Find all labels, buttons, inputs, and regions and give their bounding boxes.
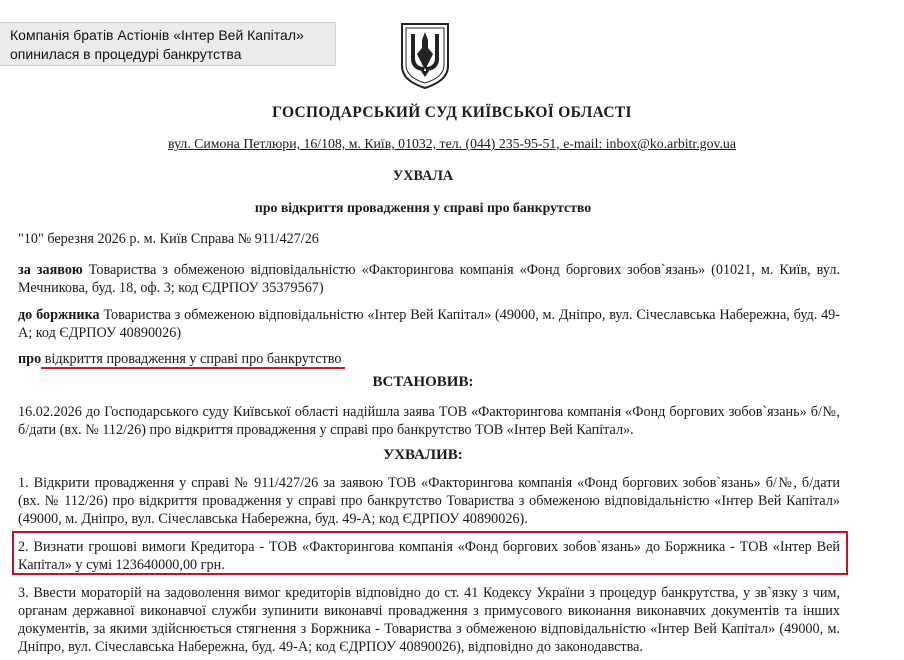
- caption-line-2: опинилася в процедурі банкрутства: [10, 46, 242, 62]
- resolved-heading: УХВАЛИВ:: [383, 447, 463, 463]
- debtor-line-1: [18, 306, 840, 324]
- court-name: ГОСПОДАРСЬКИЙ СУД КИЇВСЬКОЇ ОБЛАСТІ: [272, 104, 632, 121]
- debtor-text: Товариства з обмеженою відповідальністю «Інтер Вей Капітал» (49000, м. Дніпро, вул. Січеславська Набережна, буд. 49-: [103, 307, 840, 323]
- established-heading: ВСТАНОВИВ:: [372, 374, 474, 390]
- subject-line: [18, 350, 341, 368]
- resolution-item-3-line-4: Дніпро, вул. Січеславська Набережна, буд. 49-А; код ЄДРПОУ 40890026), відповідно до законодавства.: [18, 639, 643, 655]
- resolution-item-1-line-2: (вх. № 112/26) про відкриття провадження у справі про банкрутство Товариства з обмеженою відповідальністю «Інтер Вей Капітал»: [18, 493, 840, 509]
- caption-line-1: Компанія братів Астіонів «Інтер Вей Капітал»: [10, 27, 304, 43]
- subject-label: про: [18, 351, 42, 367]
- resolution-item-1-line-3: (49000, м. Дніпро, вул. Січеславська Набережна, буд. 49-А; код ЄДРПОУ 40890026).: [18, 511, 528, 527]
- resolution-item-1-line-1: 1. Відкрити провадження у справі № 911/427/26 за заявою ТОВ «Факторингова компанія «Фонд боргових зобов`язань» б/№, б/дати: [18, 475, 840, 491]
- subject-text: відкриття провадження у справі про банкрутство: [44, 351, 342, 367]
- applicant-line-2: Мечникова, буд. 18, оф. 3; код ЄДРПОУ 35379567): [18, 280, 324, 296]
- resolution-item-3-line-3: документів, за якими здійснюється стягнення з Боржника - Товариства з обмеженою відповідальністю «Інтер Вей Капітал» (49000, м.: [18, 621, 840, 637]
- debtor-label: до боржника: [18, 307, 100, 323]
- debtor-line-2: А; код ЄДРПОУ 40890026): [18, 325, 182, 341]
- court-address: вул. Симона Петлюри, 16/108, м. Київ, 01032, тел. (044) 235-95-51, e-mail: inbox@ko.arbitr.gov.ua: [168, 136, 736, 151]
- resolution-item-2-line-2: Капітал» у сумі 123640000,00 грн.: [18, 557, 225, 573]
- established-line-1: 16.02.2026 до Господарського суду Київської області надійшла заява ТОВ «Факторингова компанія «Фонд боргових зобов`язань» б/№,: [18, 404, 840, 420]
- red-underline-highlight: [41, 367, 345, 369]
- document-type: УХВАЛА: [392, 168, 454, 184]
- established-line-2: б/дати (вх. № 112/26) про відкриття провадження у справі про банкрутство ТОВ «Інтер Вей Капітал».: [18, 422, 634, 438]
- date-and-case-number: "10" березня 2026 р. м. Київ Справа № 911/427/26: [18, 231, 319, 247]
- trident-coat-of-arms-icon: [397, 20, 453, 90]
- resolution-item-2-line-1: 2. Визнати грошові вимоги Кредитора - ТОВ «Факторингова компанія «Фонд боргових зобов`язань» до Боржника - ТОВ «Інтер Вей: [18, 539, 840, 555]
- applicant-label: за заявою: [18, 262, 83, 278]
- document-subject: про відкриття провадження у справі про банкрутство: [254, 200, 592, 215]
- applicant-line-1: [18, 261, 840, 279]
- applicant-text: Товариства з обмеженою відповідальністю «Факторингова компанія «Фонд боргових зобов`язань» (01021, м. Київ, вул.: [88, 262, 840, 278]
- resolution-item-3-line-1: 3. Ввести мораторій на задоволення вимог кредиторів відповідно до ст. 41 Кодексу України з процедур банкрутства, у зв`язку з чим,: [18, 585, 840, 601]
- news-caption: [0, 22, 336, 66]
- resolution-item-3-line-2: органам державної виконавчої служби зупинити виконавчі провадження з примусового виконання виконавчих документів та інших: [18, 603, 840, 619]
